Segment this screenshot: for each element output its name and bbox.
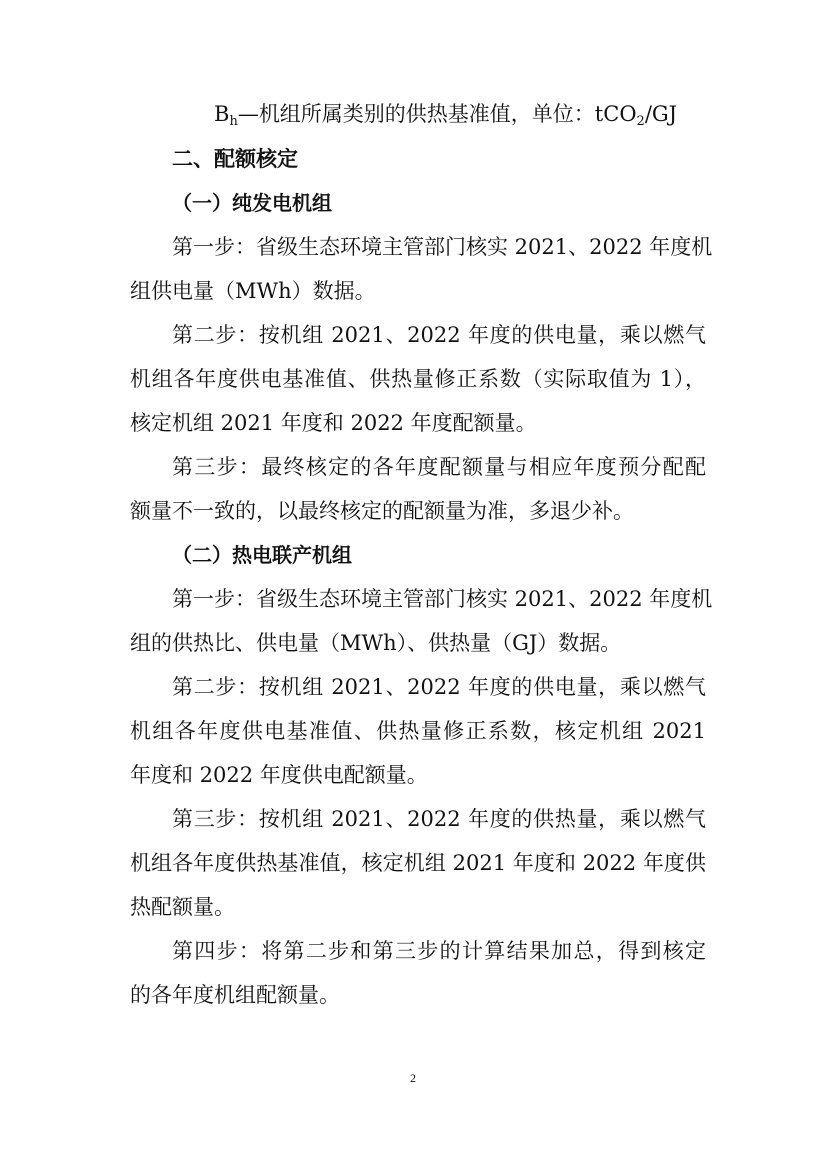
- paragraph-line: 第二步：按机组 2021、2022 年度的供电量，乘以燃气: [172, 323, 706, 347]
- formula-definition-text: —机组所属类别的供热基准值，单位：tCO: [237, 102, 637, 126]
- paragraph-line: 额量不一致的，以最终核定的配额量为准，多退少补。: [130, 499, 634, 523]
- paragraph-line: 的各年度机组配额量。: [130, 983, 340, 1007]
- paragraph-line: 组的供热比、供电量（MWh）、供热量（GJ）数据。: [130, 631, 622, 655]
- subsection-title-1: （一）纯发电机组: [172, 191, 332, 215]
- paragraph-line: 热配额量。: [130, 895, 235, 919]
- paragraph-line: 第三步：按机组 2021、2022 年度的供热量，乘以燃气: [172, 807, 706, 831]
- paragraph-line: 第二步：按机组 2021、2022 年度的供电量，乘以燃气: [172, 675, 706, 699]
- paragraph-line: 第一步：省级生态环境主管部门核实 2021、2022 年度机: [172, 587, 713, 611]
- paragraph-line: 第三步：最终核定的各年度配额量与相应年度预分配配: [172, 455, 706, 479]
- paragraph-line: 机组各年度供热基准值，核定机组 2021 年度和 2022 年度供: [130, 851, 706, 875]
- section-title: 二、配额核定: [172, 147, 298, 171]
- paragraph-line: 核定机组 2021 年度和 2022 年度配额量。: [130, 411, 537, 435]
- page-number: 2: [410, 1071, 416, 1085]
- formula-symbol: B: [214, 102, 230, 126]
- formula-unit-tail: /GJ: [644, 102, 678, 126]
- co2-subscript: 2: [636, 114, 645, 129]
- paragraph-line: 第一步：省级生态环境主管部门核实 2021、2022 年度机: [172, 235, 713, 259]
- paragraph-line: 年度和 2022 年度供电配额量。: [130, 763, 428, 787]
- paragraph-line: 组供电量（MWh）数据。: [130, 279, 376, 303]
- paragraph-line: 机组各年度供电基准值、供热量修正系数（实际取值为 1），: [130, 367, 706, 391]
- formula-symbol-subscript: h: [229, 114, 238, 129]
- subsection-title-2: （二）热电联产机组: [172, 543, 352, 567]
- paragraph-line: 第四步：将第二步和第三步的计算结果加总，得到核定: [172, 939, 706, 963]
- paragraph-line: 机组各年度供电基准值、供热量修正系数，核定机组 2021: [130, 719, 706, 743]
- formula-definition: [214, 100, 700, 136]
